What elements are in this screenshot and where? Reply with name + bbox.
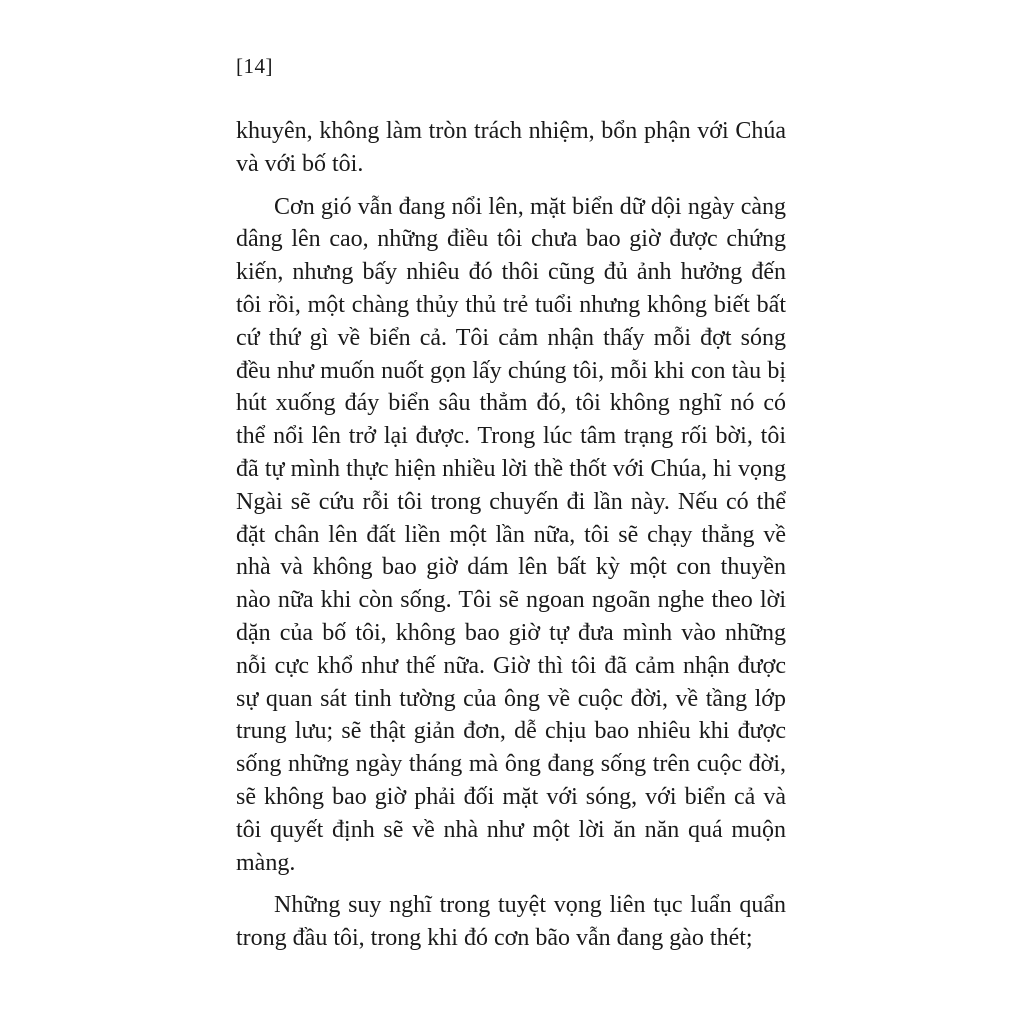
paragraph: Cơn gió vẫn đang nổi lên, mặt biển dữ dội ngày càng dâng lên cao, những điều tôi chưa bao giờ được chứng kiến, nhưng bấy nhiêu đó thôi cũng đủ ảnh hưởng đến tôi rồi, một chàng thủy thủ trẻ tuổi nhưng không biết bất cứ thứ gì về biển cả. Tôi cảm nhận thấy mỗi đợt sóng đều như muốn nuốt gọn lấy chúng tôi, mỗi khi con tàu bị hút xuống đáy biển sâu thẳm đó, tôi không nghĩ nó có thể nổi lên trở lại được. Trong lúc tâm trạng rối bời, tôi đã tự mình thực hiện nhiều lời thề thốt với Chúa, hi vọng Ngài sẽ cứu rỗi tôi trong chuyến đi lần này. Nếu có thể đặt chân lên đất liền một lần nữa, tôi sẽ chạy thẳng về nhà và không bao giờ dám lên bất kỳ một con thuyền nào nữa khi còn sống. Tôi sẽ ngoan ngoãn nghe theo lời dặn của bố tôi, không bao giờ tự đưa mình vào những nỗi cực khổ như thế nữa. Giờ thì tôi đã cảm nhận được sự quan sát tinh tường của ông về cuộc đời, về tầng lớp trung lưu; sẽ thật giản đơn, dễ chịu bao nhiêu khi được sống những ngày tháng mà ông đang sống trên cuộc đời, sẽ không bao giờ phải đối mặt với sóng, với biển cả và tôi quyết định sẽ về nhà như một lời ăn năn quá muộn màng. <box>236 193 786 876</box>
paragraph: Những suy nghĩ trong tuyệt vọng liên tục luẩn quẩn trong đầu tôi, trong khi đó cơn bão vẫn đang gào thét; <box>236 892 786 952</box>
body-text <box>236 115 786 965</box>
paragraph-continuation: khuyên, không làm tròn trách nhiệm, bổn phận với Chúa và với bố tôi. <box>236 118 786 177</box>
page-number: [14] <box>236 54 273 78</box>
